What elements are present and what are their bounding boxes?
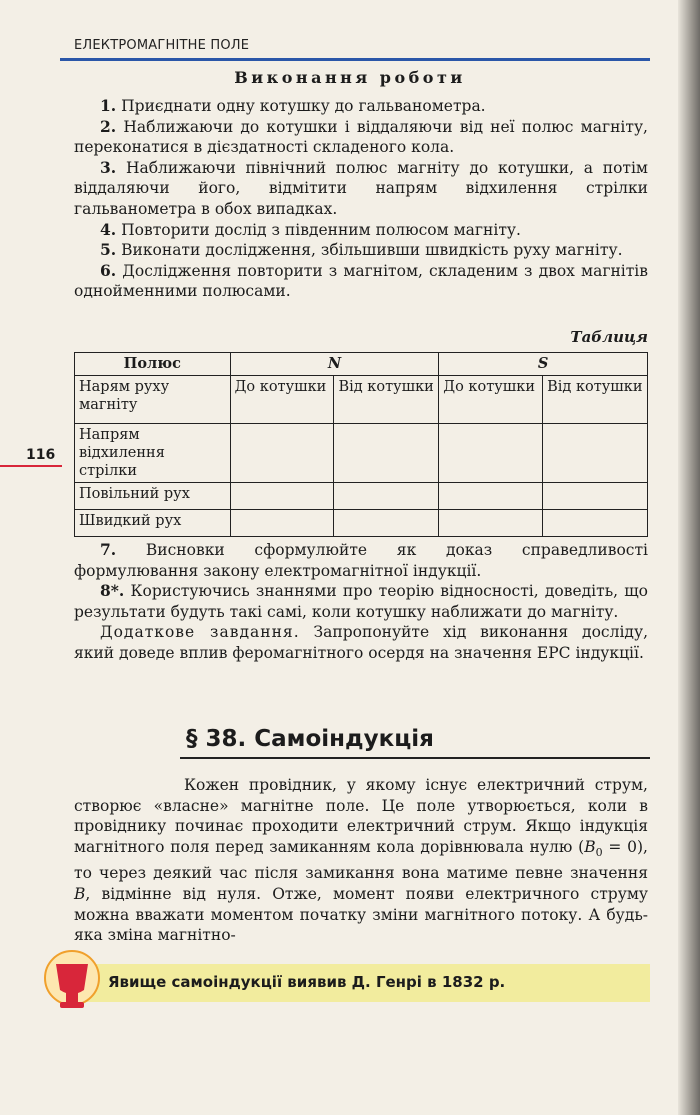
table-row — [75, 424, 648, 483]
table-cell — [439, 483, 543, 510]
table-cell — [543, 510, 648, 537]
table-caption: Таблиця — [570, 328, 648, 346]
step-4: 4. Повторити дослід з південним полюсом магніту. — [100, 219, 521, 239]
paragraph-text: Кожен провідник, у якому існує електричний струм, створює «власне» магнітне поле. Це поле утворюється, коли в провіднику починає проходити електричний струм. Якщо індукція магнітного поля перед замиканням кола дорівнювала нулю $(B_0 = 0)$, то через деякий час після замикання вона матиме певне значення B, відмінне від нуля. Отже, момент появи електричного струму можна вважати моментом початку зміни магнітного потоку. А будь-яка зміна магнітно- — [74, 776, 648, 945]
running-head: ЕЛЕКТРОМАГНІТНЕ ПОЛЕ — [74, 38, 250, 53]
note-marker-icon — [44, 950, 100, 1016]
step-1: 1. Приєднати одну котушку до гальванометра. — [100, 96, 486, 115]
table-cell — [543, 424, 648, 483]
row-label: Нарям руху магніту — [75, 376, 231, 424]
paragraph-title: § 38. Самоіндукція — [186, 726, 434, 752]
table-cell — [334, 510, 439, 537]
header-s: S — [439, 353, 648, 376]
paragraph-rule — [180, 757, 650, 759]
table-cell — [334, 483, 439, 510]
step-5: 5. Виконати дослідження, збільшивши швидкість руху магніту. — [100, 240, 623, 260]
table-row — [75, 510, 648, 537]
row-label: Повільний рух — [75, 483, 231, 510]
header-n: N — [230, 353, 439, 376]
page-edge — [678, 0, 700, 1115]
cell-s-to: До котушки — [439, 376, 543, 424]
cell-s-from: Від котушки — [543, 376, 648, 424]
step-2: 2. Наближаючи до котушки і віддаляючи від неї полюс магніту, переконатися в дієздатності складеного кола. — [74, 116, 648, 157]
table-cell — [230, 424, 334, 483]
table-cell — [230, 510, 334, 537]
step-3: 3. Наближаючи північний полюс магніту до котушки, а потім віддаляючи його, відмітити напрям відхилення стрілки гальванометра в обох випадках. — [74, 157, 648, 218]
page-number-rule — [0, 465, 62, 467]
step-6: 6. Дослідження повторити з магнітом, складеним з двох магнітів однойменними полюсами. — [74, 260, 648, 301]
table-cell — [439, 510, 543, 537]
cell-n-to: До котушки — [230, 376, 334, 424]
header-pole: Полюс — [75, 353, 231, 376]
conclusions — [74, 540, 648, 664]
table-cell — [230, 483, 334, 510]
steps-list — [74, 96, 648, 302]
table-row — [75, 483, 648, 510]
results-table — [74, 352, 648, 537]
cell-n-from: Від котушки — [334, 376, 439, 424]
row-label: Напрям відхилення стрілки — [75, 424, 231, 483]
table-row — [75, 376, 648, 424]
step-8: 8*. Користуючись знаннями про теорію відносності, доведіть, що результати будуть такі самі, коли котушку наближати до магніту. — [74, 581, 649, 621]
header-rule — [60, 58, 650, 61]
page-number: 116 — [26, 447, 56, 463]
table-cell — [439, 424, 543, 483]
table-cell — [543, 483, 648, 510]
historical-note: Явище самоіндукції виявив Д. Генрі в 1832 р. — [108, 973, 506, 991]
row-label: Швидкий рух — [75, 510, 231, 537]
extra-task: Додаткове завдання. Запропонуйте хід виконання досліду, який доведе вплив феромагнітного осердя на значення ЕРС індукції. — [74, 623, 648, 662]
work-title: Виконання роботи — [234, 68, 466, 87]
step-7: 7. Висновки сформулюйте як доказ справедливості формулювання закону електромагнітної індукції. — [74, 540, 648, 580]
table-cell — [334, 424, 439, 483]
table-header-row — [75, 353, 648, 376]
